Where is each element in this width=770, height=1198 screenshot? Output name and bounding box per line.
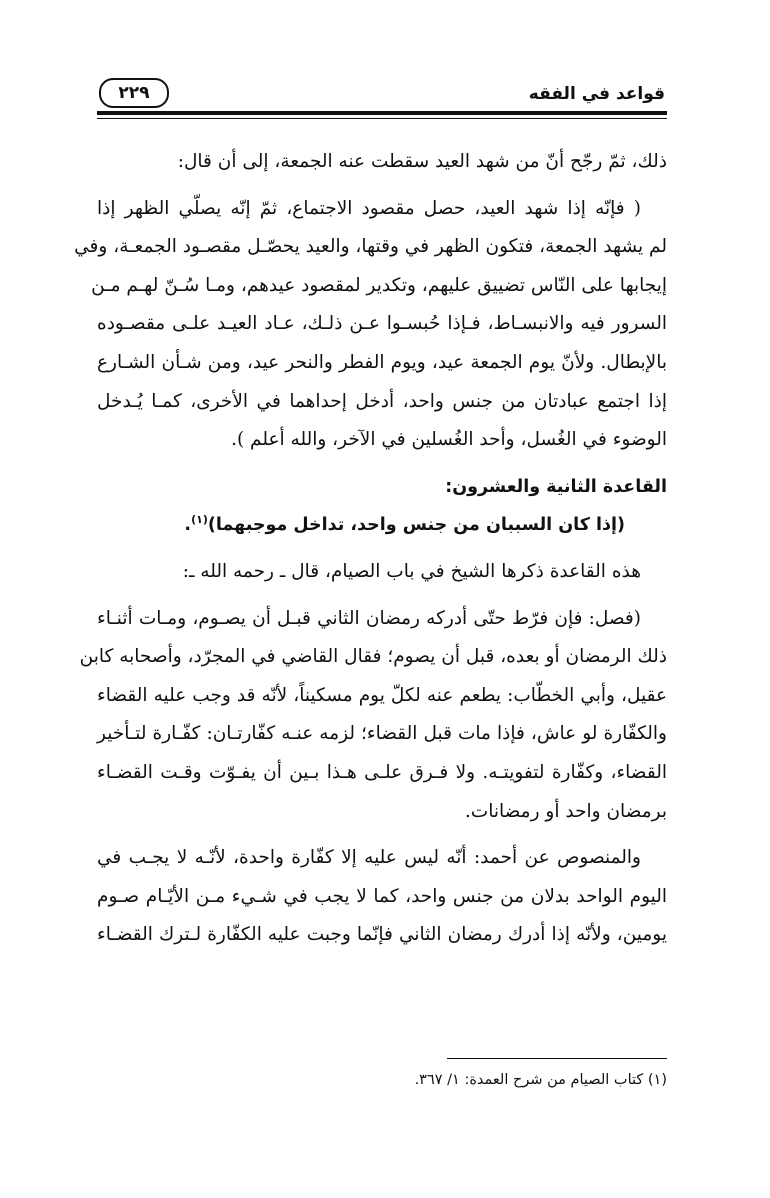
- text-line: القضاء، وكفّارة لتفويتـه. ولا فـرق علـى هـذا بـين أن يفـوّت وقـت القضـاء: [97, 761, 667, 783]
- body-text: [74, 143, 667, 955]
- text-line: ( فإنّه إذا شهد العيد، حصل مقصود الاجتماع، ثمّ إنّه يصلّي الظهر إذا: [97, 197, 641, 219]
- text-line: والمنصوص عن أحمد: أنّه ليس عليه إلا كفّارة واحدة، لأنّـه لا يجـب في: [97, 847, 641, 869]
- footnote-marker: (١): [191, 513, 208, 527]
- text-line: عقيل، وأبي الخطّاب: يطعم عنه لكلّ يوم مسكيناً، لأنّه قد وجب عليه القضاء: [97, 684, 667, 706]
- rule-statement: [97, 506, 667, 545]
- text-line: يومين، ولأنّه إذا أدرك رمضان الثاني فإنّما وجبت عليه الكفّارة لـترك القضـاء: [97, 924, 667, 946]
- footnote: (١) كتاب الصيام من شرح العمدة: ١/ ٣٦٧.: [414, 1072, 667, 1088]
- section-heading: القاعدة الثانية والعشرون:: [445, 476, 667, 497]
- text-line: ذلك، ثمّ رجّح أنّ من شهد العيد سقطت عنه الجمعة، إلى أن قال:: [177, 151, 667, 172]
- text-line: برمضان واحد أو رمضانات.: [464, 800, 667, 822]
- rule-statement-tail: .: [184, 515, 192, 536]
- header-rule-thick: [97, 111, 667, 115]
- rule-statement-text: (إذا كان السببان من جنس واحد، تداخل موجبهما): [207, 515, 625, 536]
- text-line: إذا اجتمع عبادتان من جنس واحد، أدخل إحداهما في الأخرى، كمـا يُـدخل: [97, 390, 667, 412]
- text-line: ذلك الرمضان أو بعده، قبل أن يصوم؛ فقال القاضي في المجرّد، وأصحابه كابن: [79, 646, 667, 668]
- text-line: اليوم الواحد بدلان من جنس واحد، كما لا يجب في شـيء مـن الأيّـام صـوم: [97, 885, 667, 907]
- text-line: (فصل: فإن فرّط حتّى أدركه رمضان الثاني قبـل أن يصـوم، ومـات أثنـاء: [97, 607, 641, 629]
- header-rule-thin: [97, 118, 667, 119]
- text-line: هذه القاعدة ذكرها الشيخ في باب الصيام، قال ـ رحمه الله ـ:: [182, 560, 641, 582]
- text-line: الوضوء في الغُسل، وأحد الغُسلين في الآخر، والله أعلم ).: [231, 429, 667, 451]
- text-line: بالإبطال. ولأنّ يوم الجمعة عيد، ويوم الفطر والنحر عيد، ومن شـأن الشـارع: [97, 351, 667, 373]
- page-header: [95, 78, 665, 114]
- footnote-separator: [447, 1058, 667, 1059]
- running-title: قواعد في الفقه: [528, 84, 665, 104]
- page-number-badge: ٢٢٩: [99, 78, 169, 108]
- text-line: السرور فيه والانبسـاط، فـإذا حُبسـوا عـن ذلـك، عـاد العيـد علـى مقصـوده: [97, 313, 667, 335]
- text-line: إيجابها على النّاس تضييق عليهم، وتكدير لمقصود عيدهم، ومـا سُـنّ لهـم مـن: [91, 274, 667, 296]
- text-line: والكفّارة لو عاش، فإذا مات قبل القضاء؛ لزمه عنـه كفّارتـان: كفّـارة لتـأخير: [97, 723, 667, 745]
- text-line: لم يشهد الجمعة، فتكون الظهر في وقتها، والعيد يحصّـل مقصـود الجمعـة، وفي: [74, 236, 667, 258]
